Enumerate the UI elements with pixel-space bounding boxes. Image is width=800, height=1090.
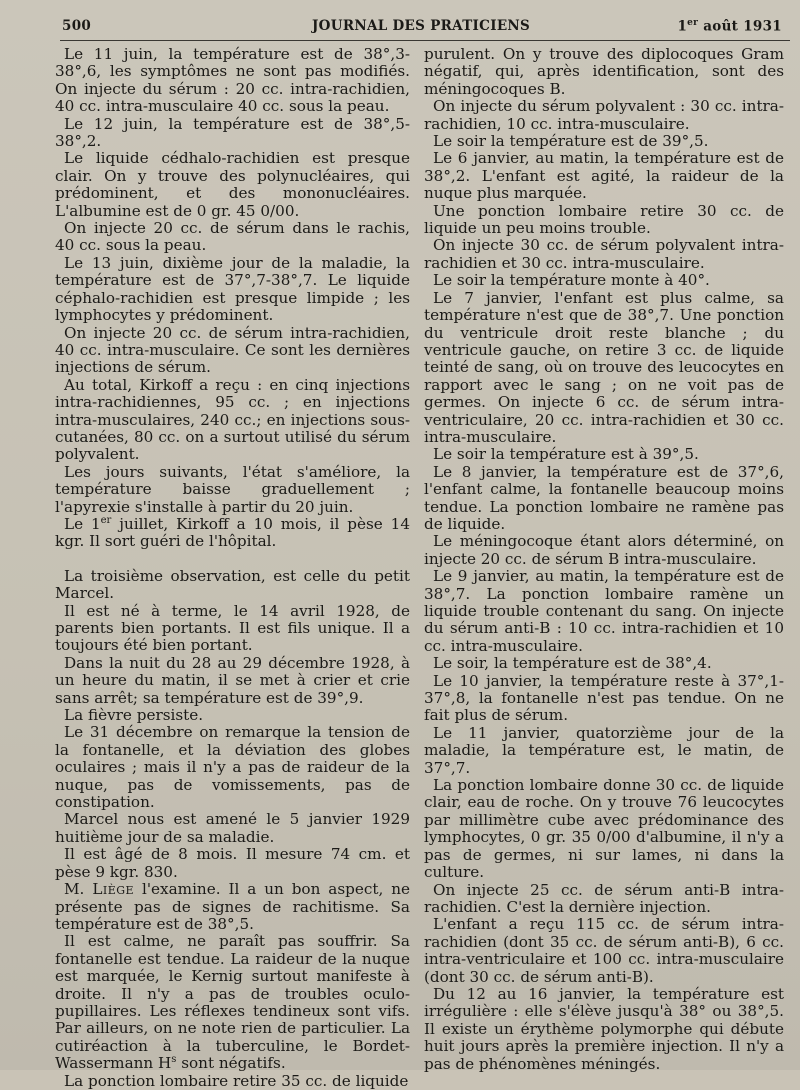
paragraph: purulent. On y trouve des diplocoques Gram négatif, qui, après identification, sont des méningocoques B. (424, 45, 784, 98)
paragraph: L'enfant a reçu 115 cc. de sérum intra-rachidien (dont 35 cc. de sérum anti-B), 6 cc. intra-ventriculaire et 100 cc. intra-musculaire (dont 30 cc. de sérum anti-B). (424, 915, 784, 986)
paragraph: Le soir la température est à 39°,5. (433, 445, 699, 464)
paragraph: On injecte du sérum polyvalent : 30 cc. intra-rachidien, 10 cc. intra-musculaire. (424, 97, 784, 133)
paragraph: Une ponction lombaire retire 30 cc. de liquide un peu moins trouble. (424, 201, 784, 238)
paragraph: On injecte 25 cc. de sérum anti-B intra-rachidien. C'est la dernière injection. (424, 880, 784, 916)
paragraph: Les jours suivants, l'état s'améliore, la température baisse graduellement ; l'apyrexie s'installe à partir du 20 juin. (55, 462, 410, 516)
paragraph: Le soir la température monte à 40°. (433, 271, 710, 290)
paragraph: Le 12 juin, la température est de 38°,5-38°,2. (55, 114, 410, 151)
paragraph: Le liquide cédhalo-rachidien est presque clair. On y trouve des polynucléaires, qui prédominent, et des mononucléaires. L'albumine est de 0 gr. 45 0/00. (55, 149, 410, 220)
header-rule (60, 40, 790, 41)
paragraph: La troisième observation, est celle du petit Marcel. (55, 566, 410, 603)
paragraph: Le 11 janvier, quatorzième jour de la maladie, la température est, le matin, de 37°,7. (424, 723, 784, 777)
paragraph: Du 12 au 16 janvier, la température est irrégulière : elle s'élève jusqu'à 38° ou 38°,5. Il existe un érythème polymorphe qui débute huit jours après la première injection. Il n'y a pas de phénomènes méningés. (424, 984, 784, 1073)
paragraph: Le 9 janvier, au matin, la température est de 38°,7. La ponction lombaire ramène un liquide trouble contenant du sang. On injecte du sérum anti-B : 10 cc. intra-rachidien et 10 cc. intra-musculaire. (424, 567, 784, 655)
paragraph: Le méningocoque étant alors déterminé, on injecte 20 cc. de sérum B intra-musculaire. (424, 532, 784, 568)
paragraph: Il est né à terme, le 14 avril 1928, de parents bien portants. Il est fils unique. Il a toujours été bien portant. (55, 601, 410, 655)
left-column (55, 46, 410, 1090)
paragraph: Le 7 janvier, l'enfant est plus calme, sa température n'est que de 38°,7. Une ponction du ventricule droit reste blanche ; du ventricule gauche, on retire 3 cc. de liquide teinté de sang, où on trouve des leucocytes en rapport avec le sang ; on ne voit pas de germes. On injecte 6 cc. de sérum intra-ventriculaire, 20 cc. intra-rachidien et 30 cc. intra-musculaire. (424, 288, 784, 446)
paragraph: La fièvre persiste. (64, 706, 204, 725)
paragraph: Au total, Kirkoff a reçu : en cinq injections intra-rachidiennes, 95 cc. ; en injections intra-musculaires, 240 cc.; en injections sous-cutanées, 80 cc. on a surtout utilisé du sérum polyvalent. (55, 375, 410, 464)
paragraph: Le 1er juillet, Kirkoff a 10 mois, il pèse 14 kgr. Il sort guéri de l'hôpital. (55, 514, 410, 551)
paragraph: Il est calme, ne paraît pas souffrir. Sa fontanelle est tendue. La raideur de la nuque est marquée, le Kernig surtout manifeste à droite. Il n'y a pas de troubles oculo-pupillaires. Les réflexes tendineux sont vifs. Par ailleurs, on ne note rien de particulier. La cutiréaction à la tuberculine, le Bordet-Wassermann $H^s$ sont négatifs. (55, 932, 410, 1073)
paragraph: Le soir la température est de 39°,5. (433, 132, 709, 151)
paragraph: Il est âgé de 8 mois. Il mesure 74 cm. et pèse 9 kgr. 830. (55, 845, 410, 881)
paragraph: On injecte 20 cc. de sérum intra-rachidien, 40 cc. intra-musculaire. Ce sont les dernières injections de sérum. (55, 323, 410, 377)
paragraph: Marcel nous est amené le 5 janvier 1929 huitième jour de sa maladie. (55, 810, 410, 846)
paragraph: On injecte 20 cc. de sérum dans le rachis, 40 cc. sous la peau. (55, 219, 410, 255)
paragraph: Le 6 janvier, au matin, la température est de 38°,2. L'enfant est agité, la raideur de la nuque plus marquée. (424, 149, 784, 203)
page-number: 500 (62, 18, 92, 34)
paragraph: Le soir, la température est de 38°,4. (433, 654, 712, 673)
paragraph: Le 11 juin, la température est de 38°,3-38°,6, les symptômes ne sont pas modifiés. On injecte du sérum : 20 cc. intra-rachidien, 40 cc. intra-musculaire 40 cc. sous la peau. (55, 45, 410, 116)
paragraph: Dans la nuit du 28 au 29 décembre 1928, à un heure du matin, il se met à crier et crie sans arrêt; sa température est de 39°,9. (55, 653, 410, 707)
paragraph: M. Liège l'examine. Il a un bon aspect, ne présente pas de signes de rachitisme. Sa température est de 38°,5. (55, 880, 410, 933)
paragraph: La ponction lombaire retire 35 cc. de liquide (64, 1071, 409, 1090)
paragraph: Le 31 décembre on remarque la tension de la fontanelle, et la déviation des globes oculaires ; mais il n'y a pas de raideur de la nuque, pas de vomissements, pas de constipation. (55, 723, 410, 812)
paragraph: La ponction lombaire donne 30 cc. de liquide clair, eau de roche. On y trouve 76 leucocytes par millimètre cube avec prédominance des lymphocytes, 0 gr. 35 0/00 d'albumine, il n'y a pas de germes, ni sur lames, ni dans la culture. (424, 776, 784, 882)
paragraph: Le 8 janvier, la température est de 37°,6, l'enfant calme, la fontanelle beaucoup moins tendue. La ponction lombaire ne ramène pas de liquide. (424, 462, 784, 533)
issue-date: 1er août 1931 (677, 18, 782, 35)
paragraph: Le 13 juin, dixième jour de la maladie, la température est de 37°,7-38°,7. Le liquide céphalo-rachidien est presque limpide ; les lymphocytes y prédominent. (55, 253, 410, 325)
journal-title: JOURNAL DES PRATICIENS (312, 18, 531, 34)
paragraph: On injecte 30 cc. de sérum polyvalent intra-rachidien et 30 cc. intra-musculaire. (424, 236, 784, 272)
right-column (424, 46, 784, 1073)
paragraph: Le 10 janvier, la température reste à 37°,1-37°,8, la fontanelle n'est pas tendue. On ne fait plus de sérum. (424, 671, 784, 725)
page-header (62, 18, 782, 38)
